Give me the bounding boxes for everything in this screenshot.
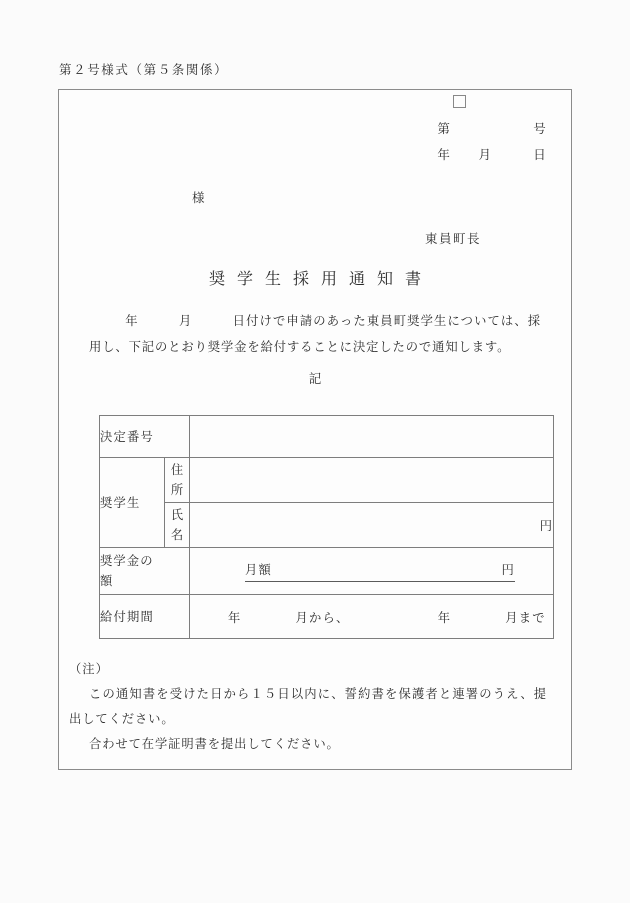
amount-value-cell[interactable]: [190, 548, 554, 595]
table-row-period: [100, 595, 554, 639]
address-label-char-2: 所: [170, 483, 184, 497]
address-label: [165, 458, 190, 503]
addressee-honorific: 様: [192, 190, 207, 205]
table-row-student-name: [100, 503, 554, 548]
body-line-1: 年 月 日付けで申請のあった東員町奨学生については、採用し、: [89, 314, 541, 354]
notes-section: [69, 657, 547, 757]
body-line-2: 下記のとおり奨学金を給付することに決定したので通知します。: [128, 340, 511, 354]
amount-label-line-1: 奨学金の: [100, 554, 154, 568]
note-item-2: 合わせて在学証明書を提出してください。: [89, 737, 340, 751]
scholarship-detail-table: [99, 415, 554, 639]
amount-monthly-value: 月額 円: [245, 560, 515, 582]
amount-label: [100, 548, 190, 595]
name-label: [165, 503, 190, 548]
note-item-1: この通知書を受けた日から１５日以内に、誓約書を保護者と連署のうえ、提出してください。: [69, 687, 547, 726]
address-label-char-1: 住: [170, 463, 184, 477]
table-row-amount: [100, 548, 554, 595]
document-number-line: 第 号: [437, 121, 547, 136]
decision-number-label: 決定番号: [100, 416, 190, 458]
amount-label-line-2: 額: [100, 574, 114, 588]
notes-heading: （注）: [69, 662, 109, 676]
name-label-char-2: 名: [170, 528, 184, 542]
document-date-line: 年 月 日: [437, 147, 547, 162]
name-label-char-1: 氏: [170, 508, 184, 522]
student-label: 奨学生: [100, 458, 165, 548]
document-page-frame: [58, 89, 572, 770]
ki-marker: 記: [308, 371, 322, 386]
document-title: 奨学生採用通知書: [208, 269, 433, 288]
form-number: 第２号様式（第５条関係）: [59, 62, 229, 77]
period-value-cell[interactable]: [190, 595, 554, 639]
decision-number-value-cell[interactable]: [190, 416, 554, 458]
table-row-student-address: [100, 458, 554, 503]
student-address-value-cell[interactable]: [190, 458, 554, 503]
student-name-value-cell[interactable]: 円: [190, 503, 554, 548]
body-paragraph: [89, 308, 541, 360]
seal-box-icon: [453, 95, 466, 108]
document-meta: [307, 116, 547, 168]
amount-value-wrapper: [190, 560, 553, 582]
issuer-name: 東員町長: [425, 231, 482, 246]
period-value: 年 月から、 年 月まで: [228, 610, 546, 625]
table-row-decision-number: [100, 416, 554, 458]
period-label: 給付期間: [100, 595, 190, 639]
